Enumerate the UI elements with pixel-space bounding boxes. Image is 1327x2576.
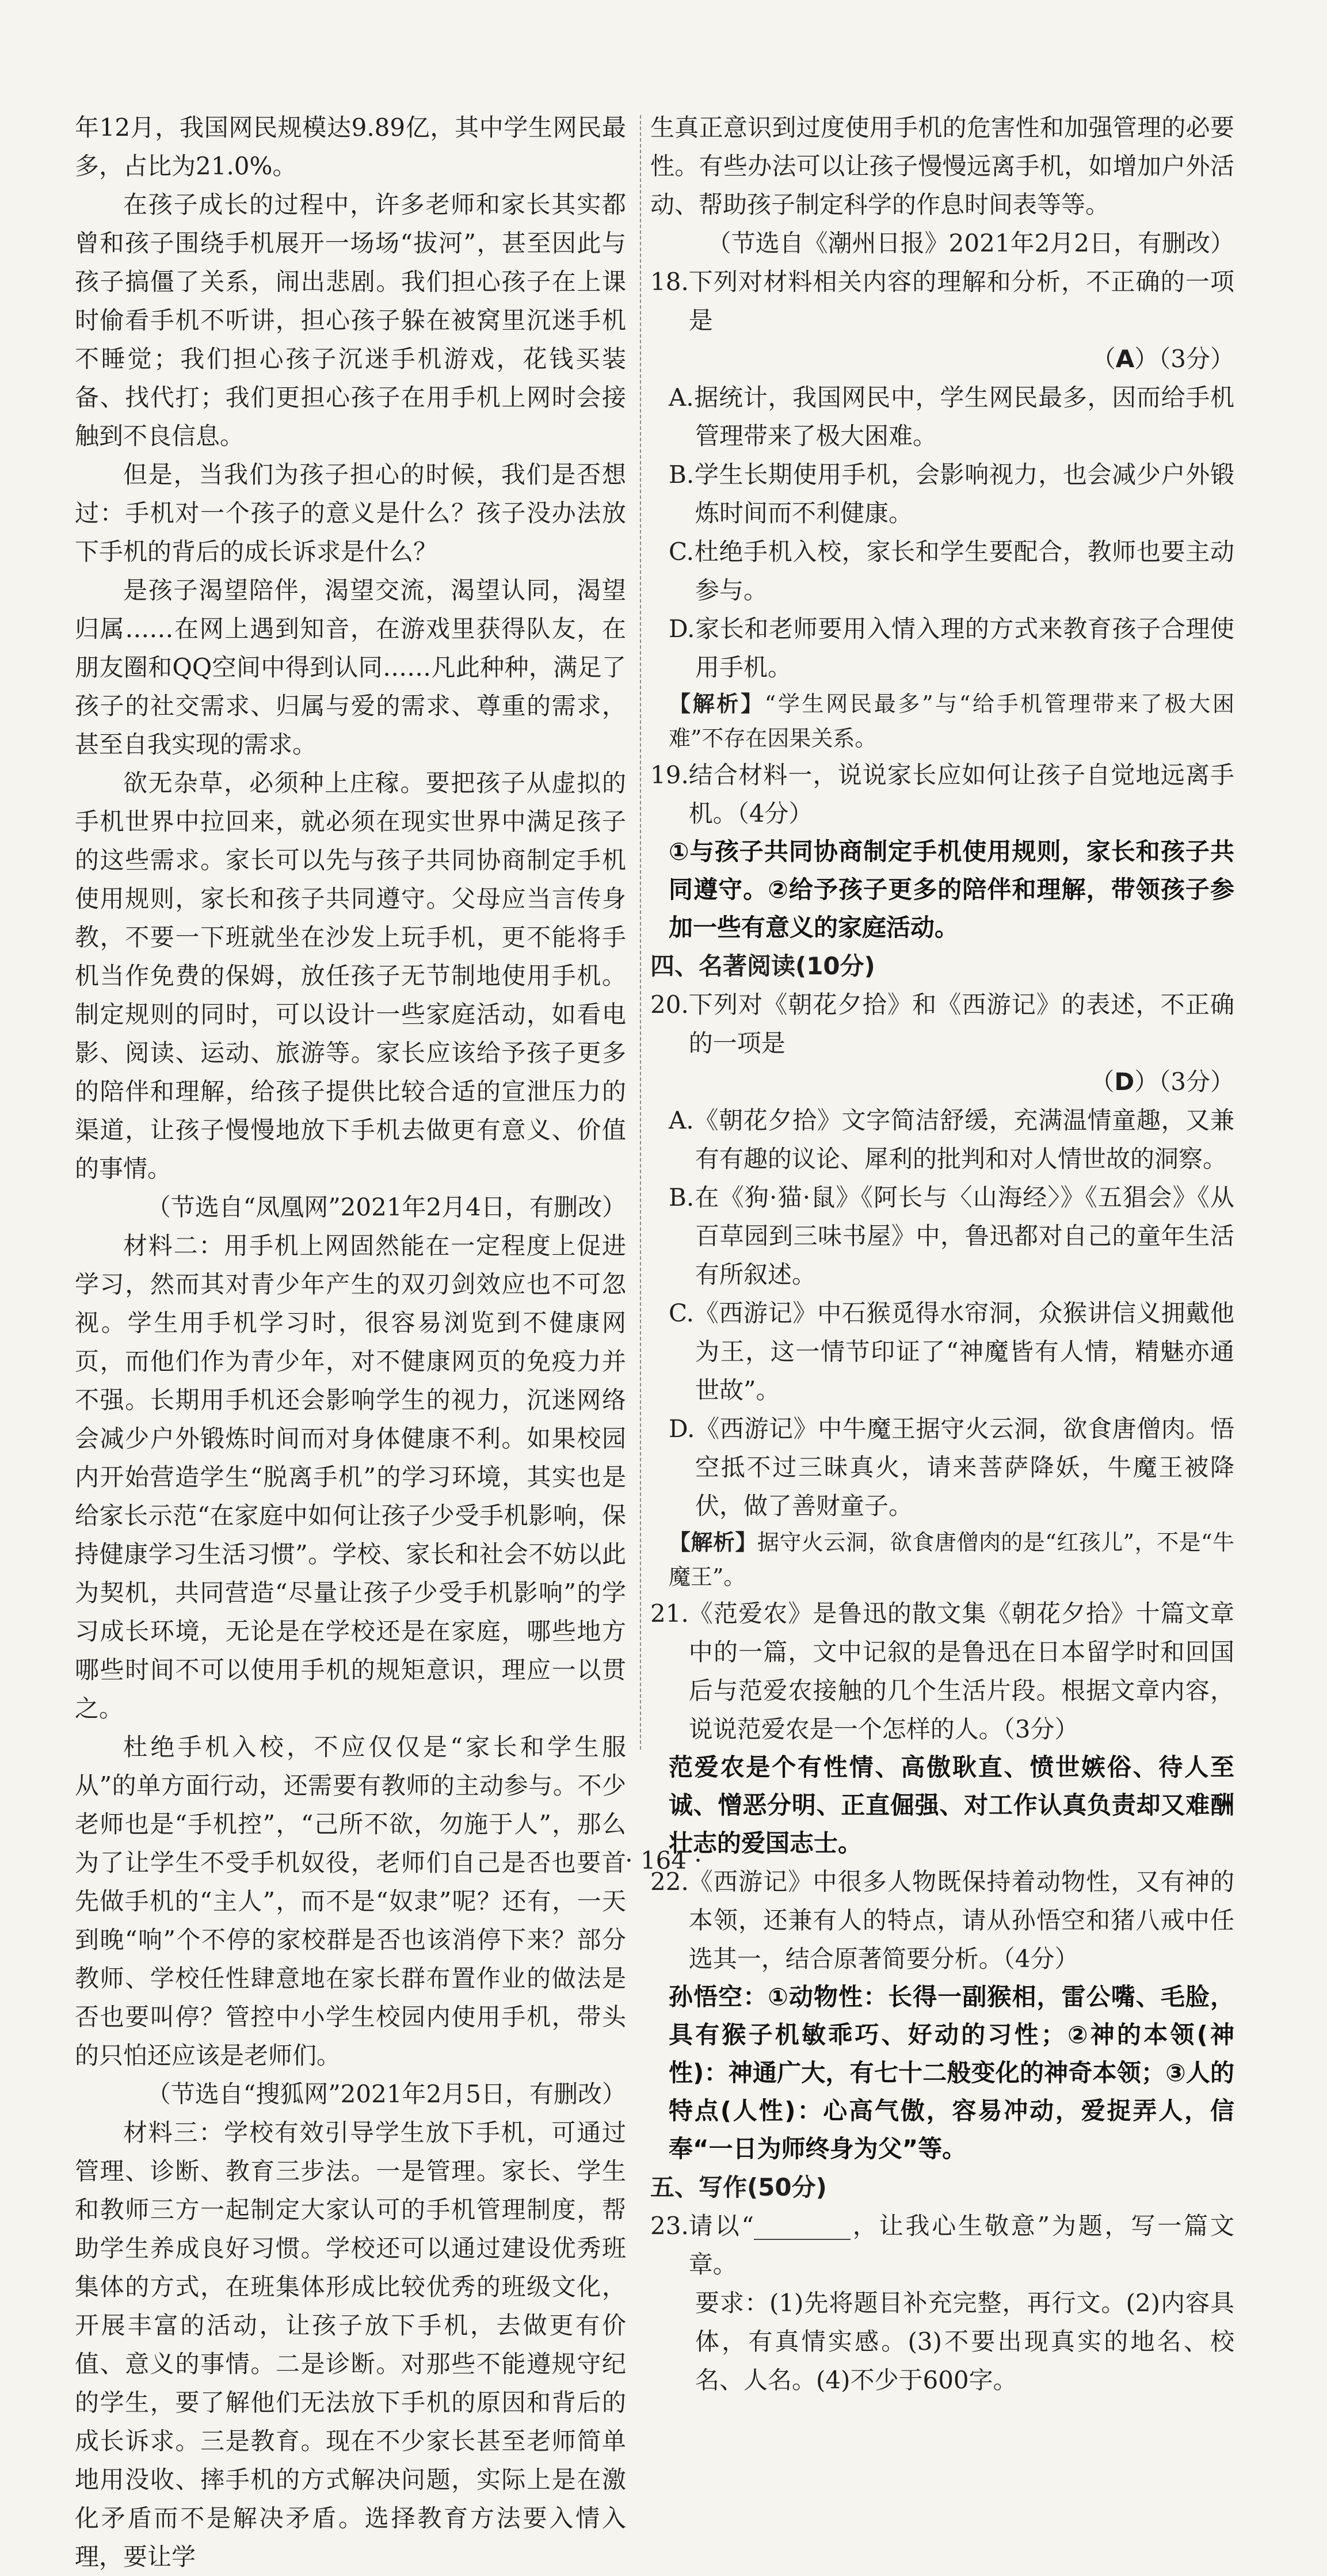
- question-number: 20.: [650, 990, 689, 1019]
- question-stem: 下列对《朝花夕拾》和《西游记》的表述，不正确的一项是: [688, 990, 1234, 1057]
- paragraph: 杜绝手机入校，不应仅仅是“家长和学生服从”的单方面行动，还需要有教师的主动参与。不少老师也是“手机控”，“己所不欲，勿施于人”，那么为了让学生不受手机奴役，老师们自己是否也要首先做手机的“主人”，而不是“奴隶”呢？还有，一天到晚“响”个不停的家校群是否也该消停下来？部分教师、学校任性肆意地在家长群布置作业的做法是否也要叫停？管控中小学生校园内使用手机，带头的只怕还应该是老师们。: [75, 1733, 626, 2070]
- paragraph: 在孩子成长的过程中，许多老师和家长其实都曾和孩子围绕手机展开一场场“拔河”，甚至因此与孩子搞僵了关系，闹出悲剧。我们担心孩子在上课时偷看手机不听讲，担心孩子躲在被窝里沉迷手机不睡觉；我们担心孩子沉迷手机游戏，花钱买装备、找代打；我们更担心孩子在用手机上网时会接触到不良信息。: [75, 190, 626, 450]
- section-heading: 四、名著阅读(10分): [650, 952, 875, 980]
- analysis-tag: 【解析】: [669, 691, 765, 717]
- question-20: [650, 985, 1234, 1594]
- material-two: 材料二：用手机上网固然能在一定程度上促进学习，然而其对青少年产生的双刃剑效应也不可忽视。学生用手机学习时，很容易浏览到不健康网页，而他们作为青少年，对不健康网页的免疫力并不强。长期用手机还会影响学生的视力，沉迷网络会减少户外锻炼时间而对身体健康不利。如果校园内开始营造学生“脱离手机”的学习环境，其实也是给家长示范“在家庭中如何让孩子少受手机影响，保持健康学习生活习惯”。学校、家长和社会不妨以此为契机，共同营造“尽量让孩子少受手机影响”的学习成长环境，无论是在学校还是在家庭，哪些地方哪些时间不可以使用手机的规矩意识，理应一以贯之。: [75, 1232, 626, 1723]
- paragraph: 年12月，我国网民规模达9.89亿，其中学生网民最多，占比为21.0%。: [75, 113, 626, 180]
- paragraph: 但是，当我们为孩子担心的时候，我们是否想过：手机对一个孩子的意义是什么？孩子没办法放下手机的背后的成长诉求是什么？: [75, 460, 626, 566]
- answer-mark: （A）（3分）: [1091, 345, 1234, 373]
- right-column: [650, 108, 1234, 2399]
- paragraph: 欲无杂草，必须种上庄稼。要把孩子从虚拟的手机世界中拉回来，就必须在现实世界中满足孩子的这些需求。家长可以先与孩子共同协商制定手机使用规则，家长和孩子共同遵守。父母应当言传身教，不要一下班就坐在沙发上玩手机，更不能将手机当作免费的保姆，放任孩子无节制地使用手机。制定规则的同时，可以设计一些家庭活动，如看电影、阅读、运动、旅游等。家长应该给予孩子更多的陪伴和理解，给孩子提供比较合适的宣泄压力的渠道，让孩子慢慢地放下手机去做更有意义、价值的事情。: [75, 769, 626, 1183]
- answer-letter: A: [1115, 345, 1135, 373]
- option-c: C.杜绝手机入校，家长和学生要配合，教师也要主动参与。: [669, 538, 1234, 604]
- question-stem: 下列对材料相关内容的理解和分析，不正确的一项是: [688, 268, 1234, 334]
- handwritten-answer: 孙悟空：①动物性：长得一副猴相，雷公嘴、毛脸，具有猴子机敏乖巧、好动的习性；②神的本领(神性)：神通广大，有七十二般变化的神奇本领；③人的特点(人性)：心高气傲，容易冲动，爱捉弄人，信奉“一日为师终身为父”等。: [669, 1983, 1234, 2163]
- question-number: 23.: [650, 2212, 689, 2240]
- question-number: 18.: [650, 268, 689, 296]
- analysis-text: 据守火云洞，欲食唐僧肉的是“红孩儿”，不是“牛魔王”。: [669, 1530, 1234, 1590]
- option-a: A.据统计，我国网民中，学生网民最多，因而给手机管理带来了极大困难。: [669, 383, 1234, 450]
- question-stem: 《范爱农》是鲁迅的散文集《朝花夕拾》十篇文章中的一篇，文中记叙的是鲁迅在日本留学时和回国后与范爱农接触的几个生活片段。根据文章内容，说说范爱农是一个怎样的人。（3分）: [688, 1599, 1234, 1743]
- source-citation: （节选自“凤凰网”2021年2月4日，有删改）: [146, 1193, 626, 1221]
- question-stem: 结合材料一，说说家长应如何让孩子自觉地远离手机。（4分）: [688, 761, 1234, 828]
- section-heading: 五、写作(50分): [650, 2173, 827, 2201]
- option-c: C.《西游记》中石猴觅得水帘洞，众猴讲信义拥戴他为王，这一情节印证了“神魔皆有人情，精魅亦通世故”。: [669, 1299, 1234, 1404]
- page-number: · 164 ·: [625, 1846, 702, 1874]
- writing-requirements: 要求：(1)先将题目补充完整，再行文。(2)内容具体，有真情实感。(3)不要出现真实的地名、校名、人名。(4)不少于600字。: [695, 2289, 1234, 2394]
- question-22: [650, 1862, 1234, 2168]
- option-b: B.学生长期使用手机，会影响视力，也会减少户外锻炼时间而不利健康。: [669, 460, 1234, 527]
- column-divider: [640, 115, 641, 1750]
- option-b: B.在《狗·猫·鼠》《阿长与〈山海经〉》《五猖会》《从百草园到三味书屋》中，鲁迅都对自己的童年生活有所叙述。: [669, 1183, 1234, 1289]
- question-23: [650, 2207, 1234, 2399]
- source-citation: （节选自“搜狐网”2021年2月5日，有删改）: [146, 2080, 626, 2108]
- analysis: [650, 687, 1234, 756]
- question-stem: 《西游记》中很多人物既保持着动物性，又有神的本领，还兼有人的特点，请从孙悟空和猪八戒中任选其一，结合原著简要分析。（4分）: [688, 1868, 1234, 1973]
- question-number: 19.: [650, 761, 689, 789]
- handwritten-answer: 范爱农是个有性情、高傲耿直、愤世嫉俗、待人至诚、憎恶分明、正直倔强、对工作认真负责却又难酬壮志的爱国志士。: [669, 1753, 1234, 1857]
- paragraph: 是孩子渴望陪伴，渴望交流，渴望认同，渴望归属……在网上遇到知音，在游戏里获得队友，在朋友圈和QQ空间中得到认同……凡此种种，满足了孩子的社交需求、归属与爱的需求、尊重的需求，甚至自我实现的需求。: [75, 576, 626, 759]
- question-21: [650, 1594, 1234, 1862]
- analysis-text: “学生网民最多”与“给手机管理带来了极大困难”不存在因果关系。: [669, 691, 1234, 751]
- analysis-tag: 【解析】: [669, 1530, 757, 1555]
- answer-letter: D: [1114, 1068, 1135, 1096]
- analysis: [650, 1525, 1234, 1594]
- question-number: 22.: [650, 1868, 689, 1896]
- question-19: [650, 756, 1234, 947]
- question-stem: 请以“________，让我心生敬意”为题，写一篇文章。: [688, 2212, 1234, 2278]
- score: （3分）: [1158, 1068, 1234, 1096]
- paragraph: 生真正意识到过度使用手机的危害性和加强管理的必要性。有些办法可以让孩子慢慢远离手机，如增加户外活动、帮助孩子制定科学的作息时间表等等。: [650, 113, 1234, 219]
- left-column: [75, 108, 626, 2576]
- answer-mark: （D）（3分）: [1090, 1068, 1234, 1096]
- question-18: [650, 262, 1234, 756]
- material-three: 材料三：学校有效引导学生放下手机，可通过管理、诊断、教育三步法。一是管理。家长、学生和教师三方一起制定大家认可的手机管理制度，帮助学生养成良好习惯。学校还可以通过建设优秀班集体的方式，在班集体形成比较优秀的班级文化，开展丰富的活动，让孩子放下手机，去做更有价值、意义的事情。二是诊断。对那些不能遵规守纪的学生，要了解他们无法放下手机的原因和背后的成长诉求。三是教育。现在不少家长甚至老师简单地用没收、摔手机的方式解决问题，实际上是在激化矛盾而不是解决矛盾。选择教育方法要入情入理，要让学: [75, 2118, 626, 2571]
- option-d: D.家长和老师要用入情入理的方式来教育孩子合理使用手机。: [669, 615, 1234, 681]
- score: （3分）: [1158, 345, 1234, 373]
- option-d: D.《西游记》中牛魔王据守火云洞，欲食唐僧肉。悟空抵不过三昧真火，请来菩萨降妖，牛魔王被降伏，做了善财童子。: [669, 1415, 1234, 1520]
- handwritten-answer: ①与孩子共同协商制定手机使用规则，家长和孩子共同遵守。②给予孩子更多的陪伴和理解，带领孩子参加一些有意义的家庭活动。: [669, 837, 1234, 942]
- source-citation: （节选自《潮州日报》2021年2月2日，有删改）: [707, 229, 1234, 257]
- question-number: 21.: [650, 1599, 689, 1628]
- option-a: A.《朝花夕拾》文字简洁舒缓，充满温情童趣，又兼有有趣的议论、犀利的批判和对人情世故的洞察。: [669, 1106, 1234, 1173]
